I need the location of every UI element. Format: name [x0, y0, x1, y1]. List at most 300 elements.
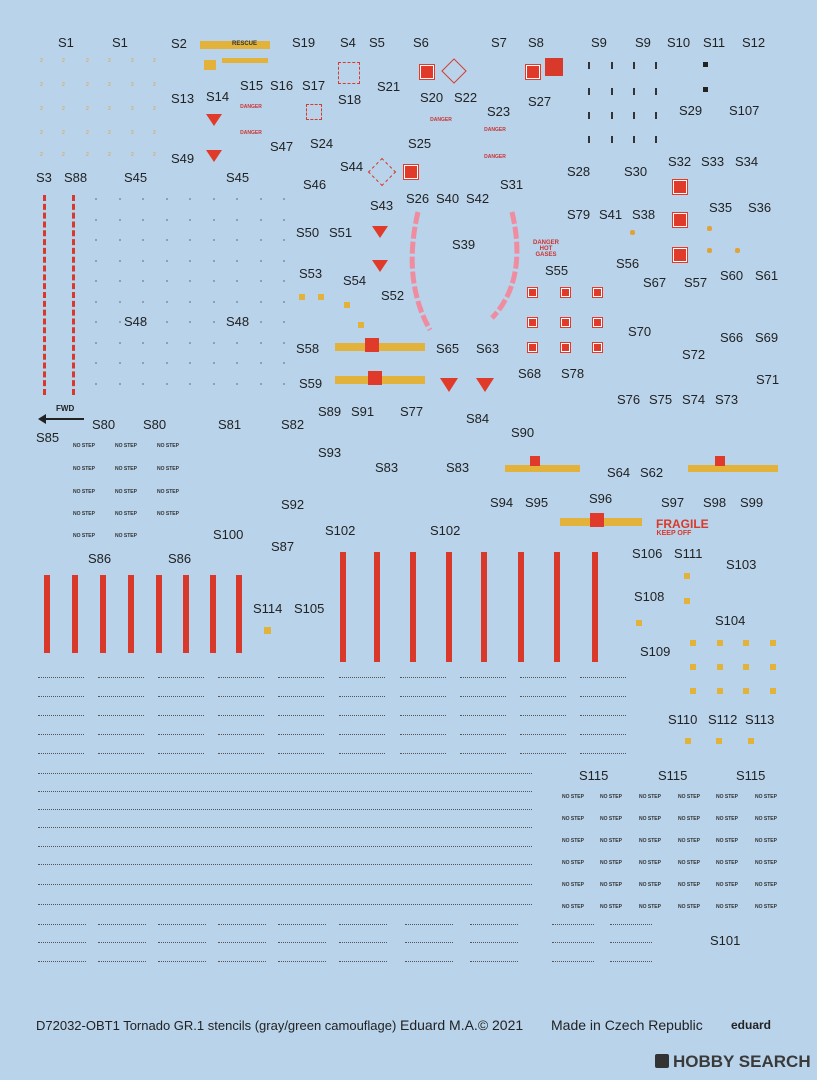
dotted-line	[98, 677, 144, 678]
dotted-line	[278, 715, 324, 716]
grey-dot	[213, 321, 215, 323]
label-s9: S9	[591, 35, 607, 50]
grey-dot	[213, 260, 215, 262]
label-s94: S94	[490, 495, 514, 510]
grey-dot	[283, 260, 285, 262]
label-s19: S19	[292, 35, 316, 50]
dotted-line	[400, 715, 446, 716]
grey-dot	[166, 219, 168, 221]
no-step-text: NO STEP	[755, 838, 777, 844]
dotted-line	[158, 942, 206, 943]
no-step-text: NO STEP	[562, 882, 584, 888]
dotted-line	[158, 753, 204, 754]
label-s56: S56	[616, 256, 640, 271]
s49-red-triangle-icon	[206, 150, 222, 162]
s53-yellow-square	[299, 294, 305, 300]
s44-hazard-diamond-icon	[368, 158, 396, 186]
label-s57: S57	[684, 275, 708, 290]
s11-mark	[703, 62, 708, 67]
label-s112: S112	[708, 712, 738, 727]
dotted-line	[460, 734, 506, 735]
no-step-text: NO STEP	[639, 794, 661, 800]
grey-dot	[283, 383, 285, 385]
watermark	[655, 1052, 811, 1072]
no-step-text: NO STEP	[755, 816, 777, 822]
no-step-text: NO STEP	[115, 511, 137, 517]
dotted-line	[98, 924, 146, 925]
digit: 2	[40, 106, 43, 112]
dotted-line	[38, 791, 532, 792]
dotted-line	[339, 961, 387, 962]
no-step-text: NO STEP	[600, 860, 622, 866]
label-s34: S34	[735, 154, 759, 169]
no-step-text: NO STEP	[562, 794, 584, 800]
label-s85: S85	[36, 430, 60, 445]
label-s23: S23	[487, 104, 511, 119]
dotted-line	[580, 696, 626, 697]
no-step-text: NO STEP	[600, 816, 622, 822]
grey-dot	[119, 239, 121, 241]
grey-dot	[166, 342, 168, 344]
label-s27: S27	[528, 94, 552, 109]
label-s101: S101	[710, 933, 741, 948]
digit: 2	[62, 106, 65, 112]
dotted-line	[580, 734, 626, 735]
label-s29: S29	[679, 103, 703, 118]
no-step-text: NO STEP	[678, 860, 700, 866]
s38-orange-dot	[630, 230, 635, 235]
grey-dot	[142, 301, 144, 303]
dotted-line	[38, 846, 532, 847]
no-step-text: NO STEP	[755, 794, 777, 800]
digit: 2	[131, 152, 134, 158]
grey-dot	[119, 321, 121, 323]
label-s55: S55	[545, 263, 569, 278]
no-step-text: NO STEP	[600, 794, 622, 800]
grey-dot	[260, 239, 262, 241]
label-s95: S95	[525, 495, 549, 510]
label-s102: S102	[430, 523, 461, 538]
no-step-text: NO STEP	[678, 904, 700, 910]
grey-dot	[166, 362, 168, 364]
grey-dot	[189, 383, 191, 385]
dotted-line	[158, 696, 204, 697]
label-s7: S7	[491, 35, 507, 50]
grey-dot	[189, 301, 191, 303]
label-s39: S39	[452, 237, 476, 252]
label-s40: S40	[436, 191, 460, 206]
dotted-line	[218, 696, 264, 697]
no-step-text: NO STEP	[639, 904, 661, 910]
digit: 2	[131, 130, 134, 136]
grey-dot	[189, 321, 191, 323]
rescue-sub-decal	[222, 58, 268, 63]
grey-dot	[189, 342, 191, 344]
s25-red-square-icon	[404, 165, 418, 179]
grey-dot	[213, 362, 215, 364]
digit: 2	[108, 82, 111, 88]
dotted-line	[98, 942, 146, 943]
label-s4: S4	[340, 35, 356, 50]
label-s80: S80	[143, 417, 167, 432]
label-s115: S115	[579, 768, 609, 783]
grey-dot	[260, 321, 262, 323]
dotted-line	[580, 753, 626, 754]
label-s107: S107	[729, 103, 760, 118]
no-step-text: NO STEP	[600, 882, 622, 888]
label-s93: S93	[318, 445, 342, 460]
grey-dot	[283, 342, 285, 344]
label-s115: S115	[736, 768, 766, 783]
dotted-line	[339, 942, 387, 943]
label-s80: S80	[92, 417, 116, 432]
grey-dot	[142, 362, 144, 364]
label-s114: S114	[253, 601, 283, 616]
grey-dot	[119, 219, 121, 221]
s6-red-square-icon	[420, 65, 434, 79]
grey-dot	[213, 239, 215, 241]
hobby-search-logo-icon	[655, 1054, 669, 1068]
label-s108: S108	[634, 589, 665, 604]
grey-dot	[95, 301, 97, 303]
label-s48: S48	[124, 314, 148, 329]
grey-dot	[166, 280, 168, 282]
dotted-line	[339, 753, 385, 754]
no-step-text: NO STEP	[716, 816, 738, 822]
grey-dot	[283, 239, 285, 241]
grey-dot	[283, 301, 285, 303]
red-bar	[210, 575, 216, 653]
label-s14: S14	[206, 89, 230, 104]
digit: 2	[153, 130, 156, 136]
rescue-box-decal	[204, 60, 216, 70]
no-step-text: NO STEP	[716, 860, 738, 866]
grey-dot	[142, 219, 144, 221]
red-bar	[518, 552, 524, 662]
dotted-line	[278, 924, 326, 925]
no-step-text: NO STEP	[716, 838, 738, 844]
grey-dot	[189, 219, 191, 221]
red-bar	[481, 552, 487, 662]
dotted-line	[405, 924, 453, 925]
grey-dot	[260, 342, 262, 344]
no-step-text: NO STEP	[73, 511, 95, 517]
danger-text: DANGER	[240, 130, 262, 136]
red-bar	[72, 575, 78, 653]
label-s30: S30	[624, 164, 648, 179]
label-s61: S61	[755, 268, 779, 283]
label-s36: S36	[748, 200, 772, 215]
dotted-line	[158, 961, 206, 962]
no-step-text: NO STEP	[562, 816, 584, 822]
s32-red-square-icon	[673, 248, 687, 262]
label-s102: S102	[325, 523, 356, 538]
label-s110: S110	[668, 712, 698, 727]
grey-dot	[189, 239, 191, 241]
no-step-text: NO STEP	[157, 511, 179, 517]
dotted-line	[400, 734, 446, 735]
dotted-line	[158, 924, 206, 925]
label-s2: S2	[171, 36, 187, 51]
digit: 2	[131, 82, 134, 88]
grey-dot	[236, 301, 238, 303]
dotted-line	[400, 696, 446, 697]
dotted-line	[38, 942, 86, 943]
label-s51: S51	[329, 225, 353, 240]
dotted-line	[158, 715, 204, 716]
label-s115: S115	[658, 768, 688, 783]
red-bar	[410, 552, 416, 662]
dotted-line	[339, 677, 385, 678]
grey-dot	[119, 198, 121, 200]
grey-dot	[95, 362, 97, 364]
label-s38: S38	[632, 207, 656, 222]
label-s68: S68	[518, 366, 542, 381]
dotted-line	[218, 734, 264, 735]
label-s97: S97	[661, 495, 685, 510]
label-s82: S82	[281, 417, 305, 432]
s35-orange-dot	[707, 248, 712, 253]
grey-dot	[236, 362, 238, 364]
red-bar	[44, 575, 50, 653]
dotted-line	[38, 924, 86, 925]
s43-red-triangle-icon	[372, 226, 388, 238]
s14-red-triangle-icon	[206, 114, 222, 126]
no-step-text: NO STEP	[755, 882, 777, 888]
no-step-text: NO STEP	[115, 443, 137, 449]
digit: 2	[86, 106, 89, 112]
dotted-line	[98, 961, 146, 962]
label-s35: S35	[709, 200, 733, 215]
dotted-line	[339, 924, 387, 925]
digit: 2	[40, 130, 43, 136]
label-s5: S5	[369, 35, 385, 50]
dotted-line	[98, 753, 144, 754]
grey-dot	[283, 219, 285, 221]
grey-dot	[283, 362, 285, 364]
digit: 2	[86, 58, 89, 64]
label-s75: S75	[649, 392, 673, 407]
grey-dot	[236, 239, 238, 241]
label-s111: S111	[674, 546, 703, 561]
digit: 2	[40, 58, 43, 64]
digit: 2	[62, 58, 65, 64]
fragile-text: FRAGILE	[656, 517, 709, 531]
label-s32: S32	[668, 154, 692, 169]
dotted-line	[38, 809, 532, 810]
no-step-text: NO STEP	[678, 838, 700, 844]
dotted-line	[400, 753, 446, 754]
label-s54: S54	[343, 273, 367, 288]
label-s86: S86	[168, 551, 192, 566]
dotted-line	[278, 677, 324, 678]
dotted-line	[218, 942, 266, 943]
grey-dot	[260, 219, 262, 221]
label-s11: S11	[703, 35, 726, 50]
no-step-text: NO STEP	[73, 443, 95, 449]
digit: 2	[131, 58, 134, 64]
grey-dot	[119, 342, 121, 344]
no-step-text: NO STEP	[639, 816, 661, 822]
label-s103: S103	[726, 557, 757, 572]
dotted-line	[580, 715, 626, 716]
dotted-line	[218, 753, 264, 754]
red-bar	[156, 575, 162, 653]
label-s74: S74	[682, 392, 706, 407]
grey-dot	[166, 383, 168, 385]
dotted-line	[460, 696, 506, 697]
dotted-line	[38, 677, 84, 678]
grey-dot	[283, 321, 285, 323]
s11-mark	[703, 87, 708, 92]
dotted-line	[158, 677, 204, 678]
label-s100: S100	[213, 527, 244, 542]
label-s17: S17	[302, 78, 326, 93]
s54-yellow-square	[358, 322, 364, 328]
watermark-text: HOBBY SEARCH	[673, 1052, 811, 1071]
dotted-line	[552, 961, 594, 962]
grey-dot	[260, 260, 262, 262]
red-bar	[374, 552, 380, 662]
grey-dot	[166, 239, 168, 241]
label-s52: S52	[381, 288, 405, 303]
label-s99: S99	[740, 495, 764, 510]
label-s79: S79	[567, 207, 591, 222]
fwd-arrowhead-icon	[38, 414, 46, 424]
label-s81: S81	[218, 417, 242, 432]
dotted-line	[98, 734, 144, 735]
label-s60: S60	[720, 268, 744, 283]
grey-dot	[142, 342, 144, 344]
grey-dot	[260, 362, 262, 364]
label-s92: S92	[281, 497, 305, 512]
dotted-line	[98, 715, 144, 716]
label-s22: S22	[454, 90, 478, 105]
grey-dot	[236, 219, 238, 221]
dotted-line	[470, 961, 518, 962]
dotted-line	[218, 961, 266, 962]
no-step-text: NO STEP	[716, 904, 738, 910]
grey-dot	[142, 280, 144, 282]
label-s21: S21	[377, 79, 401, 94]
label-s16: S16	[270, 78, 294, 93]
danger-text: DANGER	[240, 104, 262, 110]
s6-diamond-icon	[441, 58, 466, 83]
grey-dot	[213, 301, 215, 303]
s63-red-triangle-icon	[476, 378, 494, 392]
dotted-line	[580, 677, 626, 678]
label-s83: S83	[375, 460, 399, 475]
grey-dot	[95, 280, 97, 282]
fwd-arrow-icon	[40, 418, 84, 420]
label-s90: S90	[511, 425, 535, 440]
grey-dot	[142, 260, 144, 262]
label-s69: S69	[755, 330, 779, 345]
label-s77: S77	[400, 404, 424, 419]
label-s50: S50	[296, 225, 320, 240]
label-s42: S42	[466, 191, 490, 206]
no-step-text: NO STEP	[639, 860, 661, 866]
dotted-line	[520, 753, 566, 754]
dotted-line	[460, 677, 506, 678]
no-step-text: NO STEP	[562, 860, 584, 866]
grey-dot	[260, 280, 262, 282]
grey-dot	[189, 280, 191, 282]
grey-dot	[95, 260, 97, 262]
digit: 2	[108, 152, 111, 158]
label-s24: S24	[310, 136, 334, 151]
dotted-line	[38, 773, 532, 774]
no-step-text: NO STEP	[562, 838, 584, 844]
label-s33: S33	[701, 154, 725, 169]
grey-dot	[95, 239, 97, 241]
label-s45: S45	[124, 170, 148, 185]
label-s96: S96	[589, 491, 613, 506]
no-step-text: NO STEP	[716, 794, 738, 800]
grey-dot	[95, 321, 97, 323]
no-step-text: NO STEP	[73, 466, 95, 472]
label-s73: S73	[715, 392, 739, 407]
grey-dot	[283, 198, 285, 200]
label-s9: S9	[635, 35, 651, 50]
dotted-line	[98, 696, 144, 697]
grey-dot	[166, 301, 168, 303]
grey-dot	[142, 383, 144, 385]
label-s64: S64	[607, 465, 631, 480]
label-s86: S86	[88, 551, 112, 566]
label-s76: S76	[617, 392, 641, 407]
label-s70: S70	[628, 324, 652, 339]
digit: 2	[86, 152, 89, 158]
label-s44: S44	[340, 159, 364, 174]
dotted-line	[218, 924, 266, 925]
red-bar	[128, 575, 134, 653]
no-step-text: NO STEP	[678, 816, 700, 822]
s17-hazard-decal	[306, 104, 322, 120]
grey-dot	[213, 219, 215, 221]
no-step-text: NO STEP	[157, 489, 179, 495]
label-s63: S63	[476, 341, 500, 356]
label-s46: S46	[303, 177, 327, 192]
dotted-line	[400, 677, 446, 678]
label-s31: S31	[500, 177, 524, 192]
danger-text: DANGER	[484, 127, 506, 133]
s88-red-dashed-line	[72, 195, 75, 395]
no-step-text: NO STEP	[115, 466, 137, 472]
digit: 2	[153, 82, 156, 88]
digit: 2	[86, 82, 89, 88]
s32-red-square-icon	[673, 180, 687, 194]
label-s47: S47	[270, 139, 294, 154]
grey-dot	[189, 260, 191, 262]
no-step-text: NO STEP	[678, 794, 700, 800]
grey-dot	[189, 362, 191, 364]
danger-text: DANGER	[430, 117, 452, 123]
dotted-line	[38, 827, 532, 828]
dotted-line	[520, 696, 566, 697]
s65-red-triangle-icon	[440, 378, 458, 392]
label-s72: S72	[682, 347, 706, 362]
label-s6: S6	[413, 35, 429, 50]
grey-dot	[236, 280, 238, 282]
no-step-text: NO STEP	[716, 882, 738, 888]
fwd-text: FWD	[56, 404, 75, 413]
red-bar	[446, 552, 452, 662]
label-s28: S28	[567, 164, 591, 179]
label-s113: S113	[745, 712, 775, 727]
s51-red-triangle-icon	[372, 260, 388, 272]
digit: 2	[62, 82, 65, 88]
